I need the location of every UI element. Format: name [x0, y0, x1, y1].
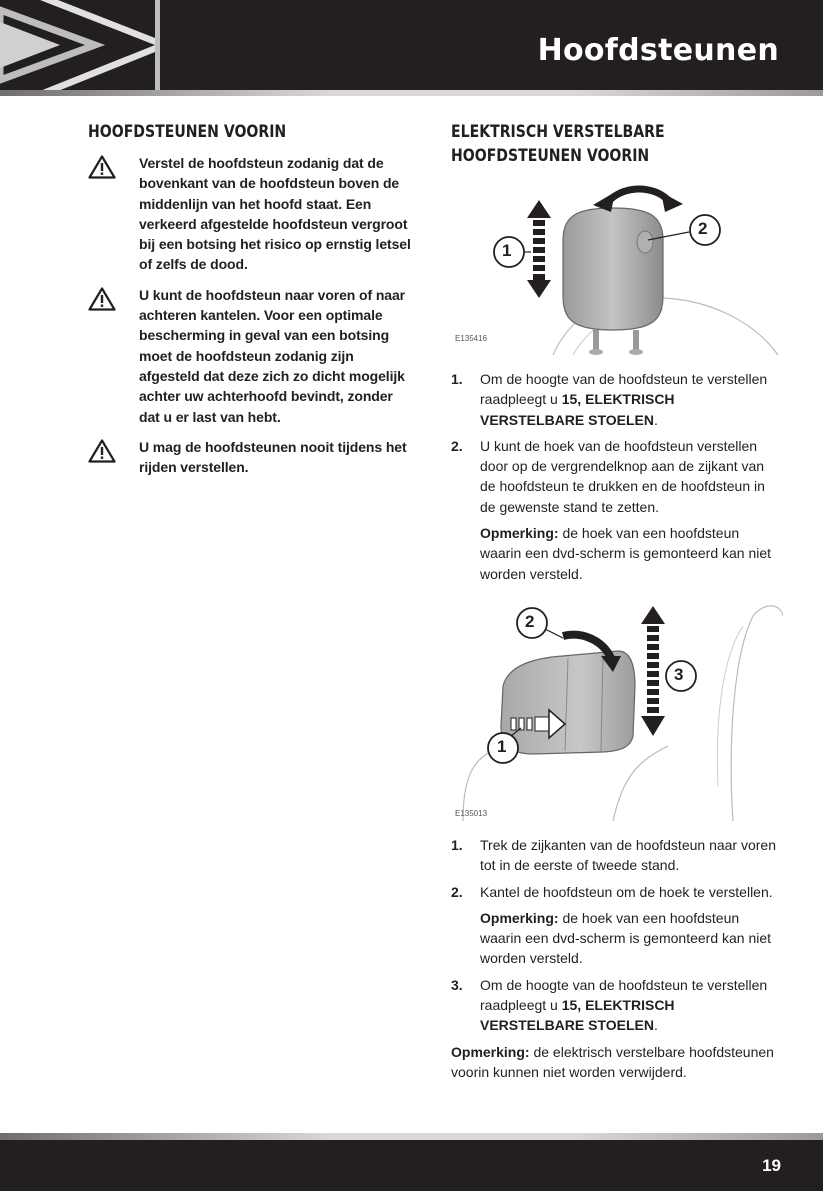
- header-rule: [0, 90, 823, 96]
- step-text: Om de hoogte van de hoofdsteun te verstellen raadpleegt u: [480, 976, 768, 1014]
- footer-rule: [0, 1133, 823, 1140]
- step-text: Kantel de hoofdsteun om de hoek te verstellen.: [480, 883, 773, 900]
- note: [451, 1042, 781, 1083]
- warning-text: U kunt de hoofdsteun naar voren of naar achteren kantelen. Voor een optimale bescherming in geval van een botsing moet de hoofdsteun zodanig zijn afgesteld dat deze zich zo dicht mogelijk achter uw achterhoofd bevindt, zonder dat u er last van hebt.: [139, 286, 406, 425]
- step-number: 1.: [451, 836, 463, 853]
- figure-headrest-tilt: [453, 596, 783, 821]
- warning-block: [88, 437, 416, 478]
- note-label: Opmerking:: [480, 525, 559, 542]
- note-text: de hoek van een hoofdsteun waarin een dvd-scherm is gemonteerd kan niet worden versteld.: [480, 525, 772, 582]
- warning-triangle-icon: [88, 155, 116, 179]
- headrest-tilt-illustration: [453, 596, 783, 821]
- page-title: Hoofdsteunen: [537, 33, 779, 68]
- step-number: 2.: [451, 437, 463, 454]
- warning-block: [88, 285, 416, 427]
- callout-number: 1: [502, 241, 512, 260]
- note-text: de elektrisch verstelbare hoofdsteunen voorin kunnen niet worden verwijderd.: [451, 1043, 774, 1080]
- note: [451, 908, 781, 969]
- page-number: 19: [762, 1156, 781, 1175]
- callout-number: 3: [674, 664, 684, 684]
- step-number: 1.: [451, 371, 463, 387]
- steps-list: [451, 369, 781, 517]
- warning-text: U mag de hoofdsteunen nooit tijdens het rijden verstellen.: [139, 438, 407, 476]
- step-text: U kunt de hoek van de hoofdsteun verstellen door op de vergrendelknop aan de zijkant van de hoofdsteun te drukken en de hoofdsteun in de gewenste stand te zetten.: [480, 437, 765, 515]
- callout-number: 1: [497, 736, 507, 756]
- step-text: Trek de zijkanten van de hoofdsteun naar voren tot in de eerste of tweede stand.: [480, 836, 777, 874]
- steps-list: [451, 835, 781, 902]
- header-divider: [155, 0, 160, 91]
- note-label: Opmerking:: [451, 1043, 530, 1060]
- callout-number: 2: [698, 219, 708, 238]
- note-label: Opmerking:: [480, 909, 559, 926]
- page-footer: [0, 1140, 823, 1191]
- right-column: [451, 120, 781, 1082]
- step-text-tail: .: [654, 411, 658, 428]
- section-heading-electric-line2: HOOFDSTEUNEN VOORIN: [451, 146, 650, 166]
- section-heading-electric-line1: ELEKTRISCH VERSTELBARE: [451, 122, 665, 142]
- callout-number: 2: [525, 611, 535, 631]
- warning-triangle-icon: [88, 439, 116, 463]
- note: [451, 523, 781, 584]
- step-number: 2.: [451, 883, 463, 900]
- cross-reference: 15, ELEKTRISCH VERSTELBARE STOELEN: [480, 391, 675, 428]
- steps-list: [451, 975, 781, 1036]
- step-number: 3.: [451, 976, 463, 993]
- figure-code: E135416: [455, 334, 488, 343]
- section-heading-front-headrests: HOOFDSTEUNEN VOORIN: [88, 122, 287, 142]
- list-item: [451, 882, 781, 902]
- figure-headrest-height: [453, 180, 783, 355]
- note-text: de hoek van een hoofdsteun waarin een dvd-scherm is gemonteerd kan niet worden versteld.: [480, 909, 772, 967]
- list-item: [451, 369, 781, 430]
- headrest-height-illustration: [453, 180, 783, 355]
- page-header: [0, 0, 823, 96]
- chevron-decoration-icon: [0, 0, 160, 91]
- warning-triangle-icon: [88, 287, 116, 311]
- step-text-tail: .: [654, 1017, 658, 1034]
- list-item: [451, 975, 781, 1036]
- cross-reference: 15, ELEKTRISCH VERSTELBARE STOELEN: [480, 997, 675, 1034]
- list-item: [451, 835, 781, 876]
- warning-block: [88, 153, 416, 275]
- warning-text: Verstel de hoofdsteun zodanig dat de bovenkant van de hoofdsteun boven de middenlijn van het hoofd staat. Een verkeerd afgestelde hoofdsteun vergroot bij een botsing het risico op ernstig letsel of zelfs de dood.: [139, 155, 411, 273]
- list-item: [451, 436, 781, 517]
- left-column: [88, 120, 416, 477]
- figure-code: E135013: [455, 808, 488, 818]
- step-text: Om de hoogte van de hoofdsteun te verstellen raadpleegt u: [480, 371, 768, 408]
